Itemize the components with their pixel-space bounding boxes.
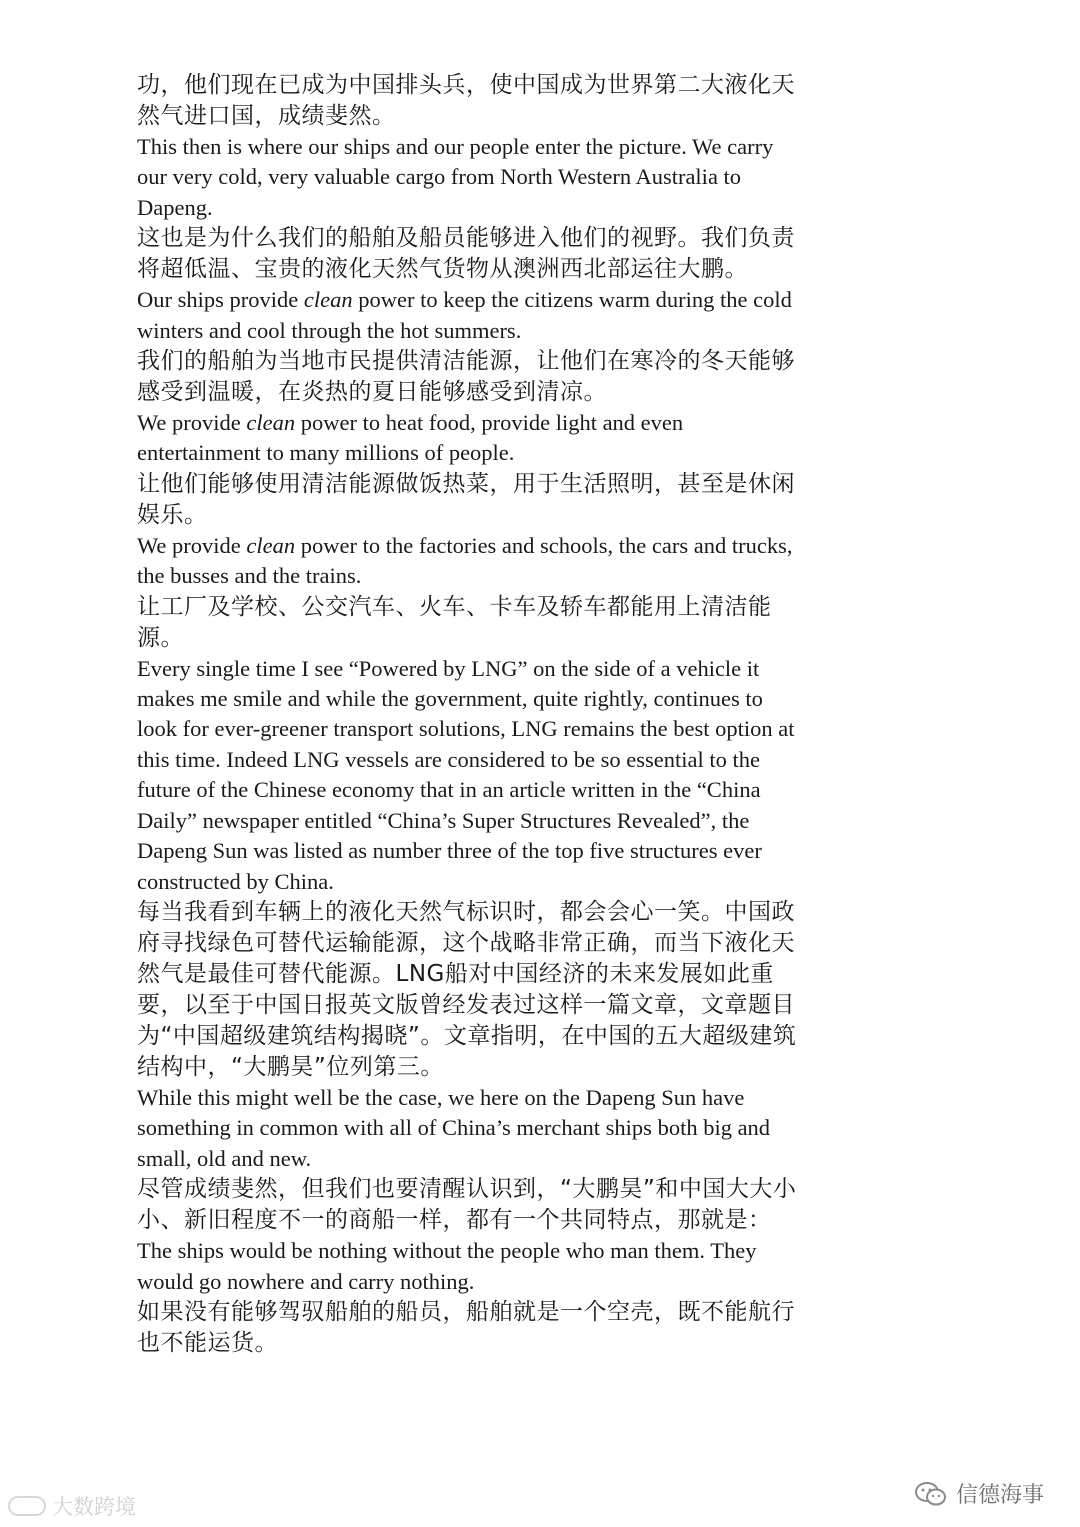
paragraph-zh: 让他们能够使用清洁能源做饭热菜，用于生活照明，甚至是休闲娱乐。 [137,470,795,528]
paragraph-zh: 这也是为什么我们的船舶及船员能够进入他们的视野。我们负责将超低温、宝贵的液化天然气货物从澳洲西北部运往大鹏。 [137,225,795,283]
paragraph-en: Our ships provide clean power to keep the citizens warm during the cold winters and cool through the hot summers. [137,287,792,343]
watermark-logo-icon [8,1496,46,1516]
paragraph-en: Every single time I see “Powered by LNG” on the side of a vehicle it makes me smile and while the government, quite rightly, continues to look for ever-greener transport solutions, LNG remains the best option at this time. Indeed LNG vessels are considered to be so essential to the future of the Chinese economy that in an article written in the “China Daily” newspaper entitled “China’s Super Structures Revealed”, the Dapeng Sun was listed as number three of the top five structures ever constructed by China. [137,655,795,894]
paragraph-zh: 如果没有能够驾驭船舶的船员，船舶就是一个空壳，既不能航行也不能运货。 [137,1298,795,1356]
paragraph-en: The ships would be nothing without the people who man them. They would go nowhere and carry nothing. [137,1238,757,1294]
wechat-account-badge [914,1478,1044,1509]
emphasis: clean [246,410,296,436]
wechat-account-name: 信德海事 [955,1483,1044,1508]
emphasis: clean [303,287,353,313]
paragraph-zh: 尽管成绩斐然，但我们也要清醒认识到，“大鹏昊”和中国大大小小、新旧程度不一的商船一样，都有一个共同特点，那就是： [137,1176,797,1234]
watermark-text: 大数跨境 [52,1495,136,1519]
paragraph-en: While this might well be the case, we here on the Dapeng Sun have something in common with all of China’s merchant ships both big and small, old and new. [137,1084,771,1171]
paragraph-en: We provide clean power to heat food, provide light and even entertainment to many millions of people. [137,410,684,466]
paragraph-en: We provide clean power to the factories and schools, the cars and trucks, the busses and the trains. [137,532,793,589]
emphasis: clean [246,532,296,558]
watermark [8,1491,136,1521]
paragraph-en: This then is where our ships and our people enter the picture. We carry our very cold, very valuable cargo from North Western Australia to Dapeng. [137,134,774,220]
paragraph-zh: 每当我看到车辆上的液化天然气标识时，都会会心一笑。中国政府寻找绿色可替代运输能源，这个战略非常正确，而当下液化天然气是最佳可替代能源。LNG船对中国经济的未来发展如此重要，以至于中国日报英文版曾经发表过这样一篇文章，文章题目为“中国超级建筑结构揭晓”。文章指明，在中国的五大超级建筑结构中，“大鹏昊”位列第三。 [137,898,797,1080]
paragraph-zh: 功，他们现在已成为中国排头兵，使中国成为世界第二大液化天然气进口国，成绩斐然。 [137,72,795,129]
wechat-icon [914,1481,948,1507]
document-body [137,70,797,1359]
paragraph-zh: 我们的船舶为当地市民提供清洁能源，让他们在寒冷的冬天能够感受到温暖，在炎热的夏日能够感受到清凉。 [137,348,795,406]
paragraph-zh: 让工厂及学校、公交汽车、火车、卡车及轿车都能用上清洁能源。 [137,593,772,651]
